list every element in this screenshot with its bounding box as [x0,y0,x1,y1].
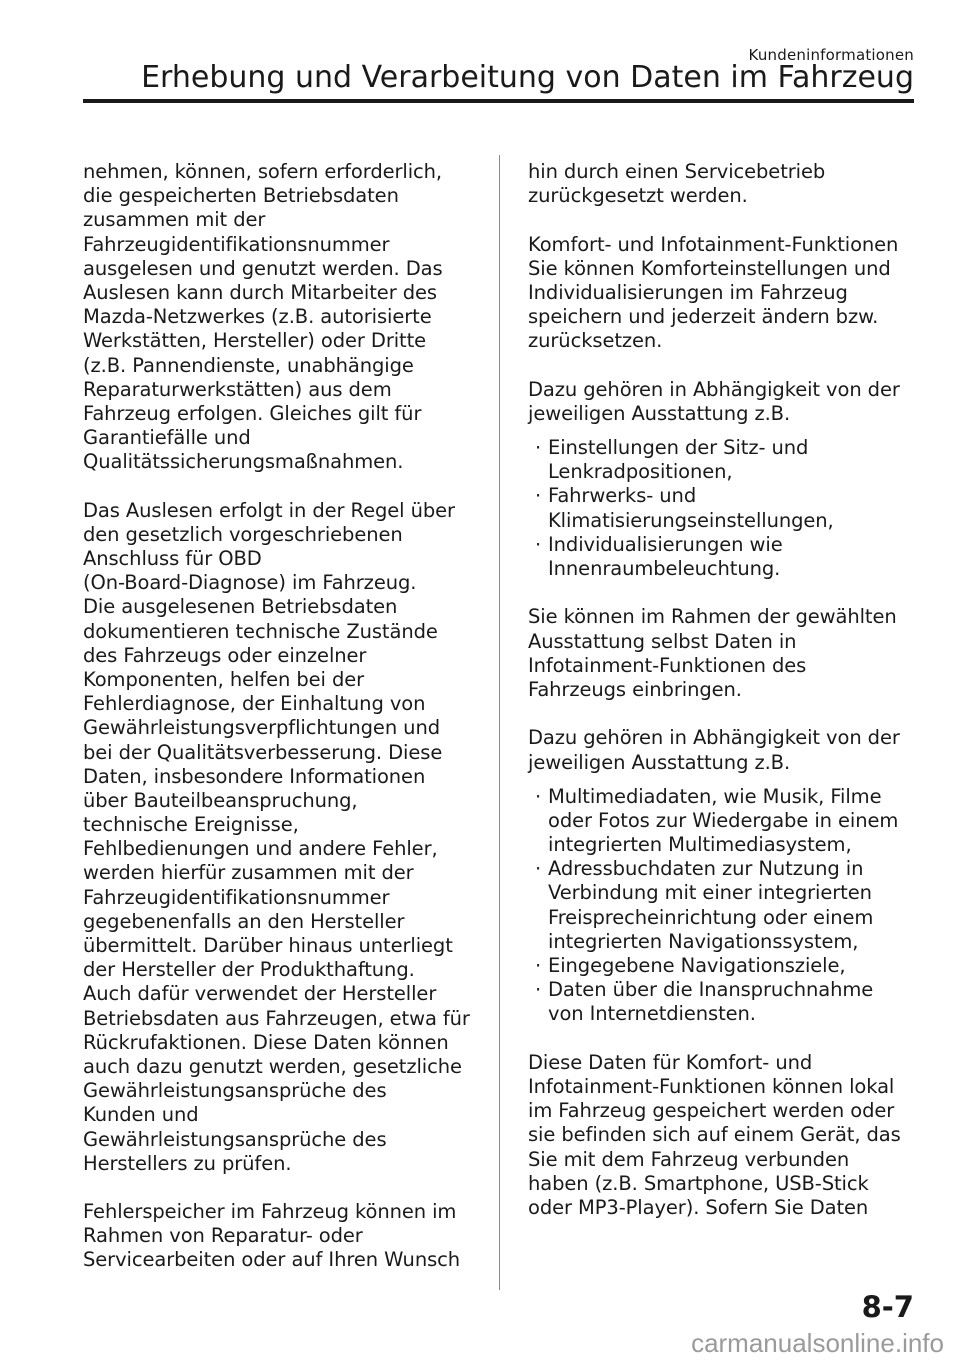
list-item-line [528,460,920,484]
paragraph-gap [528,1027,920,1051]
text-line: Dazu gehören in Abhängigkeit von der [528,377,900,401]
list-item-line [528,881,920,905]
bullet-icon: · [535,954,542,977]
text-line: Die ausgelesenen Betriebsdaten [83,595,398,619]
text-line: Betriebsdaten aus Fahrzeugen, etwa für [83,1006,470,1030]
text-line: Anschluss für OBD [83,547,262,570]
text-line: Garantiefälle und [83,426,251,450]
text-line: Werkstätten, Hersteller) oder Dritte [83,329,427,353]
text-line: speichern und jederzeit ändern bzw. [528,305,879,329]
list-item-text: Individualisierungen wie [548,532,783,556]
text-line: Individualisierungen im Fahrzeug [528,280,848,304]
page-title: Erhebung und Verarbeitung von Daten im Fahrzeug [141,60,914,95]
text-line: bei der Qualitätsverbesserung. Diese [83,740,443,764]
right-column [528,160,920,1220]
list-item-text: Einstellungen der Sitz- und [548,436,809,460]
page-number: 8-7 [861,1290,914,1324]
paragraph-gap [528,702,920,726]
column-divider [499,155,500,1290]
list-item-line [528,785,920,809]
text-line: den gesetzlich vorgeschriebenen [83,522,403,546]
list-item-text: integrierten Navigationssystem, [548,929,859,953]
bullet-icon: · [535,436,542,460]
text-line: Das Auslesen erfolgt in der Regel über [83,498,455,522]
text-line: Gewährleistungsverpflichtungen und [83,716,440,740]
list-item-text: Lenkradpositionen, [548,460,733,484]
list-item-line [528,1002,920,1026]
text-line: des Fahrzeugs oder einzelner [83,643,367,667]
text-line: Servicearbeiten oder auf Ihren Wunsch [83,1248,461,1272]
text-line: Daten, insbesondere Informationen [83,764,426,788]
text-line: gegebenenfalls an den Hersteller [83,909,405,933]
list-item-text: Fahrwerks- und [548,484,697,508]
list-item-text: Multimediadaten, wie Musik, Filme [548,784,882,808]
paragraph-gap [528,208,920,232]
list-item-line [528,857,920,881]
list-item-line [528,809,920,833]
text-line: Rahmen von Reparatur- oder [83,1224,363,1248]
text-line: Fehlbedienungen und andere Fehler, [83,837,438,861]
text-line: Herstellers zu prüfen. [83,1151,292,1175]
text-line: Auch dafür verwendet der Hersteller [83,982,437,1006]
bullet-icon: · [535,532,542,556]
list-item-text: von Internetdiensten. [548,1002,756,1026]
text-line: Fahrzeugs einbringen. [528,677,742,701]
text-line: Fehlerdiagnose, der Einhaltung von [83,692,426,716]
text-line: sie befinden sich auf einem Gerät, das [528,1123,901,1147]
text-line: Dazu gehören in Abhängigkeit von der [528,726,900,750]
section-label: Kundeninformationen [748,46,914,64]
text-line: Fahrzeug erfolgen. Gleiches gilt für [83,401,422,425]
list-item-line [528,833,920,857]
list-item-text: Innenraumbeleuchtung. [548,557,781,580]
text-line: Fehlerspeicher im Fahrzeug können im [83,1200,457,1224]
paragraph-gap [528,426,920,436]
text-line: Sie können im Rahmen der gewählten [528,605,897,629]
text-line: Ausstattung selbst Daten in [528,629,797,653]
paragraph-gap [528,354,920,378]
text-line: jeweiligen Ausstattung z.B. [528,750,791,774]
text-line: Qualitätssicherungsmaßnahmen. [83,450,404,474]
list-item-line [528,906,920,930]
text-line: Gewährleistungsansprüche des [83,1127,387,1151]
list-item-line [528,533,920,557]
text-line: im Fahrzeug gespeichert werden oder [528,1099,895,1123]
text-line: der Hersteller der Produkthaftung. [83,958,415,982]
text-line: auch dazu genutzt werden, gesetzliche [83,1054,462,1078]
text-line: Infotainment-Funktionen des [528,653,807,677]
text-line: (z.B. Pannendienste, unabhängige [83,353,414,377]
text-line: zusammen mit der [83,208,266,232]
list-item-line [528,978,920,1002]
text-line: zurücksetzen. [528,329,663,353]
list-item-text: Adressbuchdaten zur Nutzung in [548,857,864,881]
bullet-icon: · [535,857,542,881]
text-line: Fahrzeugidentifikationsnummer [83,885,390,909]
text-line: hin durch einen Servicebetrieb [528,160,826,183]
list-item-line [528,509,920,533]
text-line: zurückgesetzt werden. [528,184,748,208]
text-line: Komfort- und Infotainment-Funktionen [528,232,899,256]
paragraph-gap [83,474,483,498]
list-item-line [528,557,920,581]
list-item-line [528,436,920,460]
text-line: Infotainment-Funktionen können lokal [528,1074,895,1098]
list-item-text: Freisprecheinrichtung oder einem [548,905,874,929]
paragraph-gap [528,775,920,785]
list-item-text: integrierten Multimediasystem, [548,833,852,857]
list-item-line [528,484,920,508]
list-item-text: Klimatisierungseinstellungen, [548,508,834,532]
watermark: carmanualsonline.info [691,1328,944,1358]
paragraph-gap [528,581,920,605]
text-line: Reparaturwerkstätten) aus dem [83,377,392,401]
text-line: Komponenten, helfen bei der [83,667,365,691]
text-line: werden hierfür zusammen mit der [83,861,414,885]
text-line: technische Ereignisse, [83,813,299,837]
text-line: übermittelt. Darüber hinaus unterliegt [83,934,453,957]
text-line: Sie mit dem Fahrzeug verbunden [528,1147,850,1171]
list-item-line [528,954,920,978]
text-line: Rückrufaktionen. Diese Daten können [83,1030,449,1054]
bullet-icon: · [535,784,542,808]
text-line: über Bauteilbeanspruchung, [83,788,358,812]
text-line: haben (z.B. Smartphone, USB-Stick [528,1171,869,1195]
text-line: nehmen, können, sofern erforderlich, [83,160,443,183]
text-line: ausgelesen und genutzt werden. Das [83,256,443,280]
bullet-icon: · [535,978,542,1002]
list-item-text: oder Fotos zur Wiedergabe in einem [548,808,899,832]
text-line: (On-Board-Diagnose) im Fahrzeug. [83,571,417,595]
left-column [83,160,483,1273]
text-line: Sie können Komforteinstellungen und [528,256,891,280]
text-line: Fahrzeugidentifikationsnummer [83,232,390,256]
text-line: dokumentieren technische Zustände [83,619,438,643]
list-item-text: Daten über die Inanspruchnahme [548,978,874,1002]
text-line: Diese Daten für Komfort- und [528,1050,813,1074]
text-line: Auslesen kann durch Mitarbeiter des [83,280,437,304]
paragraph-gap [83,1176,483,1200]
list-item-text: Verbindung mit einer integrierten [548,881,872,905]
text-line: Gewährleistungsansprüche des [83,1079,387,1103]
text-line: jeweiligen Ausstattung z.B. [528,401,791,425]
list-item-line [528,930,920,954]
header-rule [83,99,914,103]
text-line: Mazda-Netzwerkes (z.B. autorisierte [83,305,432,329]
text-line: Kunden und [83,1103,199,1127]
text-line: die gespeicherten Betriebsdaten [83,184,399,208]
list-item-text: Eingegebene Navigationsziele, [548,954,846,977]
text-line: oder MP3-Player). Sofern Sie Daten [528,1195,869,1219]
bullet-icon: · [535,484,542,508]
